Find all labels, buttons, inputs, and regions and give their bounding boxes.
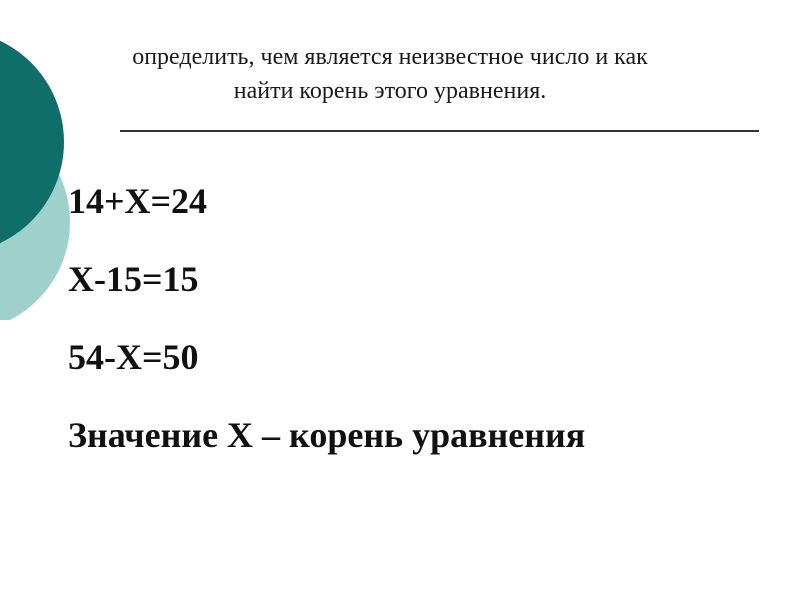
equation-3: 54-Х=50 bbox=[68, 337, 199, 377]
equation-1: 14+Х=24 bbox=[68, 181, 208, 221]
heading-line-2: найти корень этого уравнения. bbox=[233, 78, 547, 104]
slide-body bbox=[68, 176, 585, 488]
equation-2: Х-15=15 bbox=[68, 259, 199, 299]
divider-line bbox=[120, 130, 759, 132]
heading-line-1: определить, чем является неизвестное число и как bbox=[132, 44, 648, 70]
slide-heading bbox=[40, 40, 740, 108]
conclusion-text: Значение Х – корень уравнения bbox=[68, 415, 586, 455]
